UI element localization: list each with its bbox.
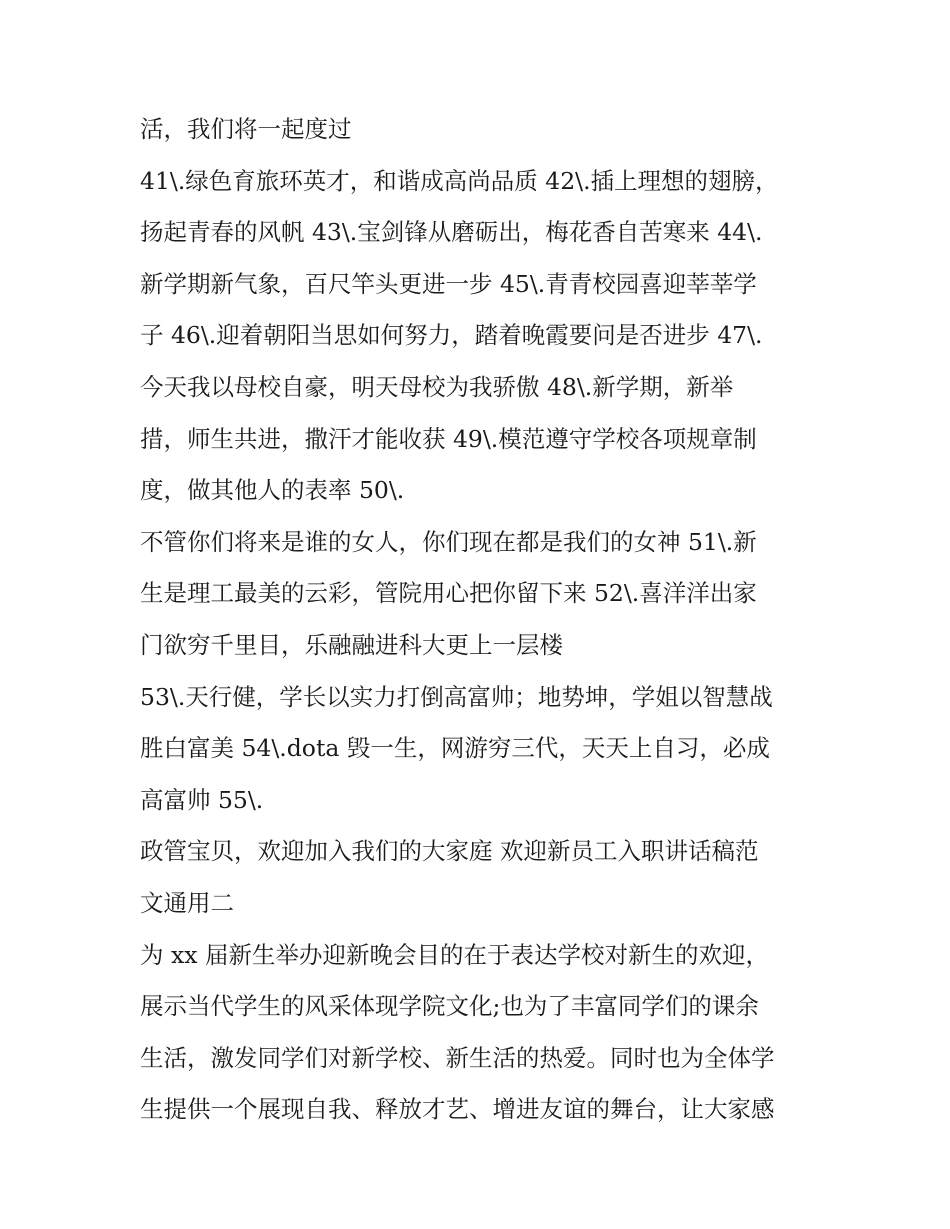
text-line: 文通用二	[140, 888, 234, 917]
text-line: 措，师生共进，撒汗才能收获 49\.模范遵守学校各项规章制	[140, 424, 757, 453]
text-line: 生是理工最美的云彩，管院用心把你留下来 52\.喜洋洋出家	[140, 579, 757, 608]
text-line: 生提供一个展现自我、释放才艺、增进友谊的舞台，让大家感	[140, 1095, 775, 1124]
text-line: 子 46\.迎着朝阳当思如何努力，踏着晚霞要问是否进步 47\.	[140, 321, 763, 350]
text-line: 生活，激发同学们对新学校、新生活的热爱。同时也为全体学	[140, 1043, 775, 1072]
document-body	[140, 104, 830, 1136]
text-line: 度，做其他人的表率 50\.	[140, 476, 405, 505]
text-line: 门欲穷千里目，乐融融进科大更上一层楼	[140, 630, 563, 659]
text-line: 扬起青春的风帆 43\.宝剑锋从磨砺出，梅花香自苦寒来 44\.	[140, 218, 763, 247]
text-line: 53\.天行健，学长以实力打倒高富帅；地势坤，学姐以智慧战	[140, 682, 773, 711]
text-line: 为 xx 届新生举办迎新晚会目的在于表达学校对新生的欢迎，	[140, 940, 769, 969]
text-line: 展示当代学生的风采体现学院文化;也为了丰富同学们的课余	[140, 992, 759, 1021]
text-line: 不管你们将来是谁的女人，你们现在都是我们的女神 51\.新	[140, 527, 757, 556]
text-line: 新学期新气象，百尺竿头更进一步 45\.青青校园喜迎莘莘学	[140, 269, 757, 298]
text-line: 高富帅 55\.	[140, 785, 264, 814]
text-line: 活，我们将一起度过	[140, 115, 352, 143]
text-line: 胜白富美 54\.dota 毁一生，网游穷三代，天天上自习，必成	[140, 734, 770, 763]
text-line: 政管宝贝，欢迎加入我们的大家庭 欢迎新员工入职讲话稿范	[140, 837, 759, 866]
text-line: 41\.绿色育旅环英才，和谐成高尚品质 42\.插上理想的翅膀，	[140, 166, 779, 195]
text-line: 今天我以母校自豪，明天母校为我骄傲 48\.新学期，新举	[140, 372, 734, 401]
